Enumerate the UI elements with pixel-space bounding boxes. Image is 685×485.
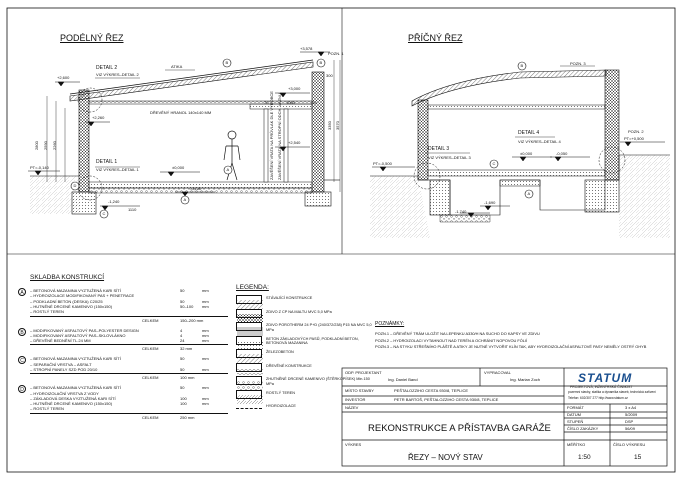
composition-row-unit: mm (202, 356, 209, 362)
level-0120: -0,120 (190, 186, 202, 191)
tag-c: C (102, 211, 106, 216)
composition-row-text: – DŘEVĚNÉ BEDNĚNÍ TL.24 MM (30, 338, 91, 344)
composition-row (30, 396, 228, 401)
dim-2260: 2260 (52, 141, 57, 150)
order-label: ČÍSLO ZAKÁZKY (567, 426, 599, 431)
legend-swatch (236, 390, 262, 399)
note-item: POZN.3 – NA STYKU STŘEŠNÍHO PLÁŠTĚ A ATIKY JE NUTNÉ VYTVOŘIT KLÍN TAK, ABY HYDROIZOLAČNÍ ASFALTOVÉ PASY NEMĚLY OSTRÝ OHYB (375, 344, 647, 349)
composition-row-value: 100 (180, 401, 187, 407)
level-pt-right: PT=+0,500 (624, 136, 644, 141)
composition-row-value: 50 (180, 356, 185, 362)
logo-subtitle-2: pozemní stavby, statika a dynamika staveb, technická zařízení (568, 390, 656, 394)
statum-logo: STATUM (578, 371, 633, 385)
level-pt: PT=-0,140 (30, 165, 49, 170)
legend-item (236, 349, 376, 360)
detail3-label: DETAIL 3 (428, 146, 450, 152)
number-value: 15 (634, 454, 642, 461)
composition-total (30, 344, 228, 352)
format-label: FORMÁT (567, 405, 584, 410)
place-value: PEŠTALOZZIHO CESTA 930/8, TEPLICE (394, 388, 469, 393)
composition-row-unit: mm (202, 327, 209, 333)
legend-item (236, 295, 376, 306)
stage-value: DSP (625, 419, 634, 424)
dim-2590: 2590 (43, 141, 48, 150)
composition-row-text: – STROPNÍ PANELY SZD POD 20/10 (30, 366, 98, 372)
composition-row (30, 356, 228, 361)
composition-row-value: 50 (180, 288, 185, 293)
tag-b-right: B (319, 60, 323, 65)
composition-row (30, 328, 228, 333)
logo-subtitle: PROJEKTOVÁ, INŽENÝRSKÁ ČINNOST (570, 385, 633, 389)
level-cross-0050: -0,050 (556, 151, 568, 156)
composition-total-label: CELKEM (142, 375, 159, 381)
longitudinal-section (28, 52, 340, 218)
composition-total-value: 32 mm (180, 346, 193, 352)
dim-300: 300 (326, 73, 333, 78)
composition-row-text: – HUTNĚNÉ DRCENÉ KAMENIVO (150x150) (30, 303, 113, 309)
dim-70-left: 70 (264, 100, 269, 105)
detail2-ref: VIZ VÝKRES–DETAIL 2 (96, 72, 139, 77)
dim-3570: 3570 (335, 121, 340, 130)
composition-row-value: 50–100 (180, 303, 194, 309)
cross-tag-a: A (527, 191, 531, 196)
composition-row-text: – BETONOVÁ MAZANINA VYZTUŽENÁ KARI SÍTÍ (30, 288, 121, 293)
detail2-label: DETAIL 2 (96, 65, 118, 71)
composition-row-value: 24 (180, 338, 185, 344)
note-item: POZN.2 – HYDROIZOLACI VYTAHNOUT NAD TERÉN A OCHRÁNIT NOPOVOU FÓLIÍ (375, 337, 528, 343)
stage-label: STUPEŇ (567, 419, 584, 424)
composition-total-label: CELKEM (142, 346, 159, 352)
legend-label: STÁVAJÍCÍ KONSTRUKCE (266, 296, 313, 300)
legend-swatch (236, 363, 262, 372)
poz3-label: POZN. 3 (570, 61, 586, 66)
level-cross-1690: -1,690 (484, 200, 496, 205)
legend-item (236, 376, 376, 387)
composition-row-value: 4 (180, 332, 183, 338)
cross-section (370, 62, 670, 238)
detail4-label: DETAIL 4 (518, 130, 540, 136)
note-item: POZN.1 – DŘEVĚNÝ TRÁM ULOŽIT NA LEPENKU A330/H NA SUCHO DO KAPSY VE ZDIVU (375, 331, 540, 336)
level-cross-1740: -1,740 (455, 209, 467, 214)
composition-row-text: – HYDROIZOLAČNÍ VRSTVA Z VODY (30, 390, 99, 396)
legend-swatch (236, 408, 262, 409)
longitudinal-title: PODÉLNÝ ŘEZ (60, 33, 124, 43)
composition-row-unit: mm (202, 395, 209, 401)
composition-row-value: 50 (180, 366, 185, 372)
composition-row-text: – MODIFIKOVANÝ ASFALTOVÝ PAS–SKLOVLÁKNO (30, 332, 126, 338)
composition-row-text: – ROSTLÝ TEREN (30, 309, 64, 315)
date-label: DATUM (567, 412, 581, 417)
composition-row-value: 100 (180, 395, 187, 401)
tag-a-floor: A (226, 167, 230, 172)
beam-label: DŘEVĚNÝ HRANOL 140x140 MM (150, 110, 212, 115)
legend-label: ZHUTNĚNÉ DRCENÉ KAMENIVO (ŠTĚRKOPÍSEK) Min.150 MPa (266, 377, 370, 386)
composition-row-value: 4 (180, 327, 183, 333)
level-3000: +3,000 (288, 86, 301, 91)
composition-row-text: – SEPARAČNÍ VRSTVA – ASFALT (30, 361, 92, 367)
composition-row-value: 50 (180, 385, 185, 391)
composition-row (30, 299, 228, 304)
composition-tag: B (18, 328, 26, 336)
composition-row-unit: mm (202, 385, 209, 391)
composition-row-text: – HUTNĚNÉ DRCENÉ KAMENIVO (150x150) (30, 401, 113, 407)
composition-row-text: – BETONOVÁ MAZANINA VYZTUŽENÁ KARI SÍTÍ (30, 356, 121, 362)
composition-row-text: – PODKLADNÍ BETON (DESKA) C20/25 (30, 298, 103, 304)
composition-row (30, 406, 228, 411)
dim-1060: 1060 (286, 100, 295, 105)
dim-2800: 2800 (34, 141, 39, 150)
composition-row (30, 293, 228, 298)
level-3578: +3,578 (300, 46, 313, 51)
composition-row-text: – ROSTLÝ TEREN (30, 406, 64, 412)
dim-1110: 1110 (128, 207, 137, 212)
legend-label: ŽELEZOBETON (266, 350, 294, 354)
composition-total-value: 100 mm (180, 375, 195, 381)
composition-row (30, 333, 228, 338)
composition-total-value: 250 mm (180, 414, 195, 420)
detail3-ref: VIZ VÝKRES–DETAIL 3 (428, 155, 471, 160)
date-value: 5/2009 (625, 412, 638, 417)
composition-row (30, 391, 228, 396)
order-value: 56/09 (625, 426, 636, 431)
poz1-label: POZN. 1 (328, 51, 344, 56)
composition-row-unit: mm (202, 366, 209, 372)
level-pt-left: PT=-0,500 (373, 161, 392, 166)
legend-swatch (236, 295, 262, 304)
place-label: MÍSTO STAVBY (345, 388, 374, 393)
detail4-ref: VIZ VÝKRES–DETAIL 4 (518, 139, 561, 144)
composition-total-label: CELKEM (142, 317, 159, 323)
composition-row-text: – ZÁKLADOVÁ DESKA VYZTUŽENÁ KARI SÍTÍ (30, 395, 116, 401)
cross-tag-c: C (492, 161, 496, 166)
number-label: ČÍSLO VÝKRESU (613, 442, 646, 447)
scale-label: MĚŘÍTKO (567, 442, 586, 447)
contact-info: Telefon: 602/307 277 http://www.statum.cz (568, 396, 628, 400)
legend-swatch (236, 376, 262, 385)
composition-total-value: 150–200 mm (180, 317, 204, 323)
composition-row (30, 304, 228, 309)
composition-row (30, 362, 228, 367)
composition-row-text: – BETONOVÁ MAZANINA VYZTUŽENÁ KARI SÍTÍ (30, 385, 121, 391)
atika-label: ATIKA (171, 64, 183, 69)
legend-label: BETON ZÁKLADOVÝCH PASŮ, PODKLADNÍ BETON, BETONOVÁ MAZANINA (266, 336, 359, 346)
investor-value: PETR BARTOŠ, PEŠTALOZZIHO CESTA 930/8, TEPLICE (394, 397, 499, 402)
composition-total (30, 413, 228, 420)
composition-row (30, 367, 228, 372)
name-label: NÁZEV (345, 405, 359, 410)
legend-title: LEGENDA: (236, 284, 269, 291)
cross-title: PŘÍČNÝ ŘEZ (408, 33, 463, 43)
project-name: REKONSTRUKCE A PŘÍSTAVBA GARÁŽE (368, 423, 551, 434)
detail1-label: DETAIL 1 (96, 159, 118, 165)
legend-swatch (236, 349, 262, 358)
composition-total (30, 316, 228, 323)
composition-tag: D (18, 385, 26, 393)
dim-70-right: 70 (312, 100, 317, 105)
composition-row-unit: mm (202, 298, 209, 304)
tag-d: D (73, 183, 77, 188)
composition-tag: A (18, 288, 26, 296)
vertical-note-2: ZAVĚŠENÍ VRATA NA STROPNÍ ODCH. VAZNU (277, 93, 282, 180)
tag-b-roof: B (225, 60, 229, 65)
composition-row-unit: mm (202, 401, 209, 407)
composition-total-label: CELKEM (142, 414, 159, 420)
composition-row-unit: mm (202, 288, 209, 293)
poz2-label: POZN. 2 (628, 129, 644, 134)
composition-row-unit: mm (202, 332, 209, 338)
drawing-label: VÝKRES (345, 442, 362, 447)
level-1240: -1,240 (108, 199, 120, 204)
composition-title: SKLADBA KONSTRUKCÍ (30, 274, 105, 281)
legend-label: ZDIVO POROTHERM 24 P+D (240/372/238) P15 NA MVC 5,0 MPa (266, 323, 372, 332)
composition-row (30, 401, 228, 406)
legend-label: DŘEVĚNÉ KONSTRUKCE (266, 363, 312, 368)
notes-title: POZNÁMKY: (375, 321, 405, 327)
legend-swatch (236, 336, 262, 345)
cross-tag-b: B (520, 63, 524, 68)
legend-item (236, 309, 376, 320)
drafter-name: Ing. Marian Zoch (510, 377, 541, 382)
legend-swatch (236, 322, 262, 331)
scale-value: 1:50 (578, 454, 591, 461)
composition-row (30, 309, 228, 314)
detail1-ref: VIZ VÝKRES–DETAIL 1 (96, 167, 139, 172)
composition-row-value: 50 (180, 298, 185, 304)
composition-row (30, 288, 228, 293)
legend-label: ROSTLÝ TEREN (266, 390, 296, 395)
composition-row-unit: mm (202, 338, 209, 344)
dim-3350: 3350 (327, 121, 332, 130)
legend-item (236, 322, 376, 333)
level-2260: +2,260 (92, 115, 105, 120)
composition-total (30, 373, 228, 381)
notes-list (375, 331, 670, 351)
drafter-label: VYPRACOVAL (484, 370, 511, 375)
composition-row-text: – MODIFIKOVANÝ ASFALTOVÝ PAS–POLYESTER DESIGN (30, 327, 139, 333)
vertical-note-1: ZAVĚŠENÍ VRATA NA PRŮVLAK DLE VÝROBCE (269, 91, 274, 180)
legend-item (236, 336, 376, 347)
designer-label: ODP. PROJEKTANT (345, 370, 382, 375)
composition-row-unit: mm (202, 303, 209, 309)
legend-label: HYDROIZOLACE (266, 404, 296, 408)
level-2540: +2,540 (288, 140, 301, 145)
designer-name: Ing. Daniel Band (388, 377, 418, 382)
legend-label: ZDIVO Z CP NA MALTU MVC 5,0 MPa (266, 309, 332, 314)
composition-row (30, 338, 228, 343)
composition-row-text: – HYDROIZOLACE MODIFIKOVANÝ PAS + PENETRACE (30, 293, 135, 299)
composition-tag: C (18, 356, 26, 364)
level-cross-0000: ±0,000 (520, 151, 533, 156)
legend-swatch (236, 309, 262, 318)
tag-a-slab: A (183, 197, 187, 202)
investor-label: INVESTOR (345, 397, 366, 402)
drawing-name: ŘEZY – NOVÝ STAV (408, 453, 483, 462)
level-0000: ±0,000 (172, 165, 185, 170)
format-value: 3 x A4 (625, 405, 637, 410)
composition-row (30, 385, 228, 390)
level-2600: +2,600 (57, 75, 70, 80)
